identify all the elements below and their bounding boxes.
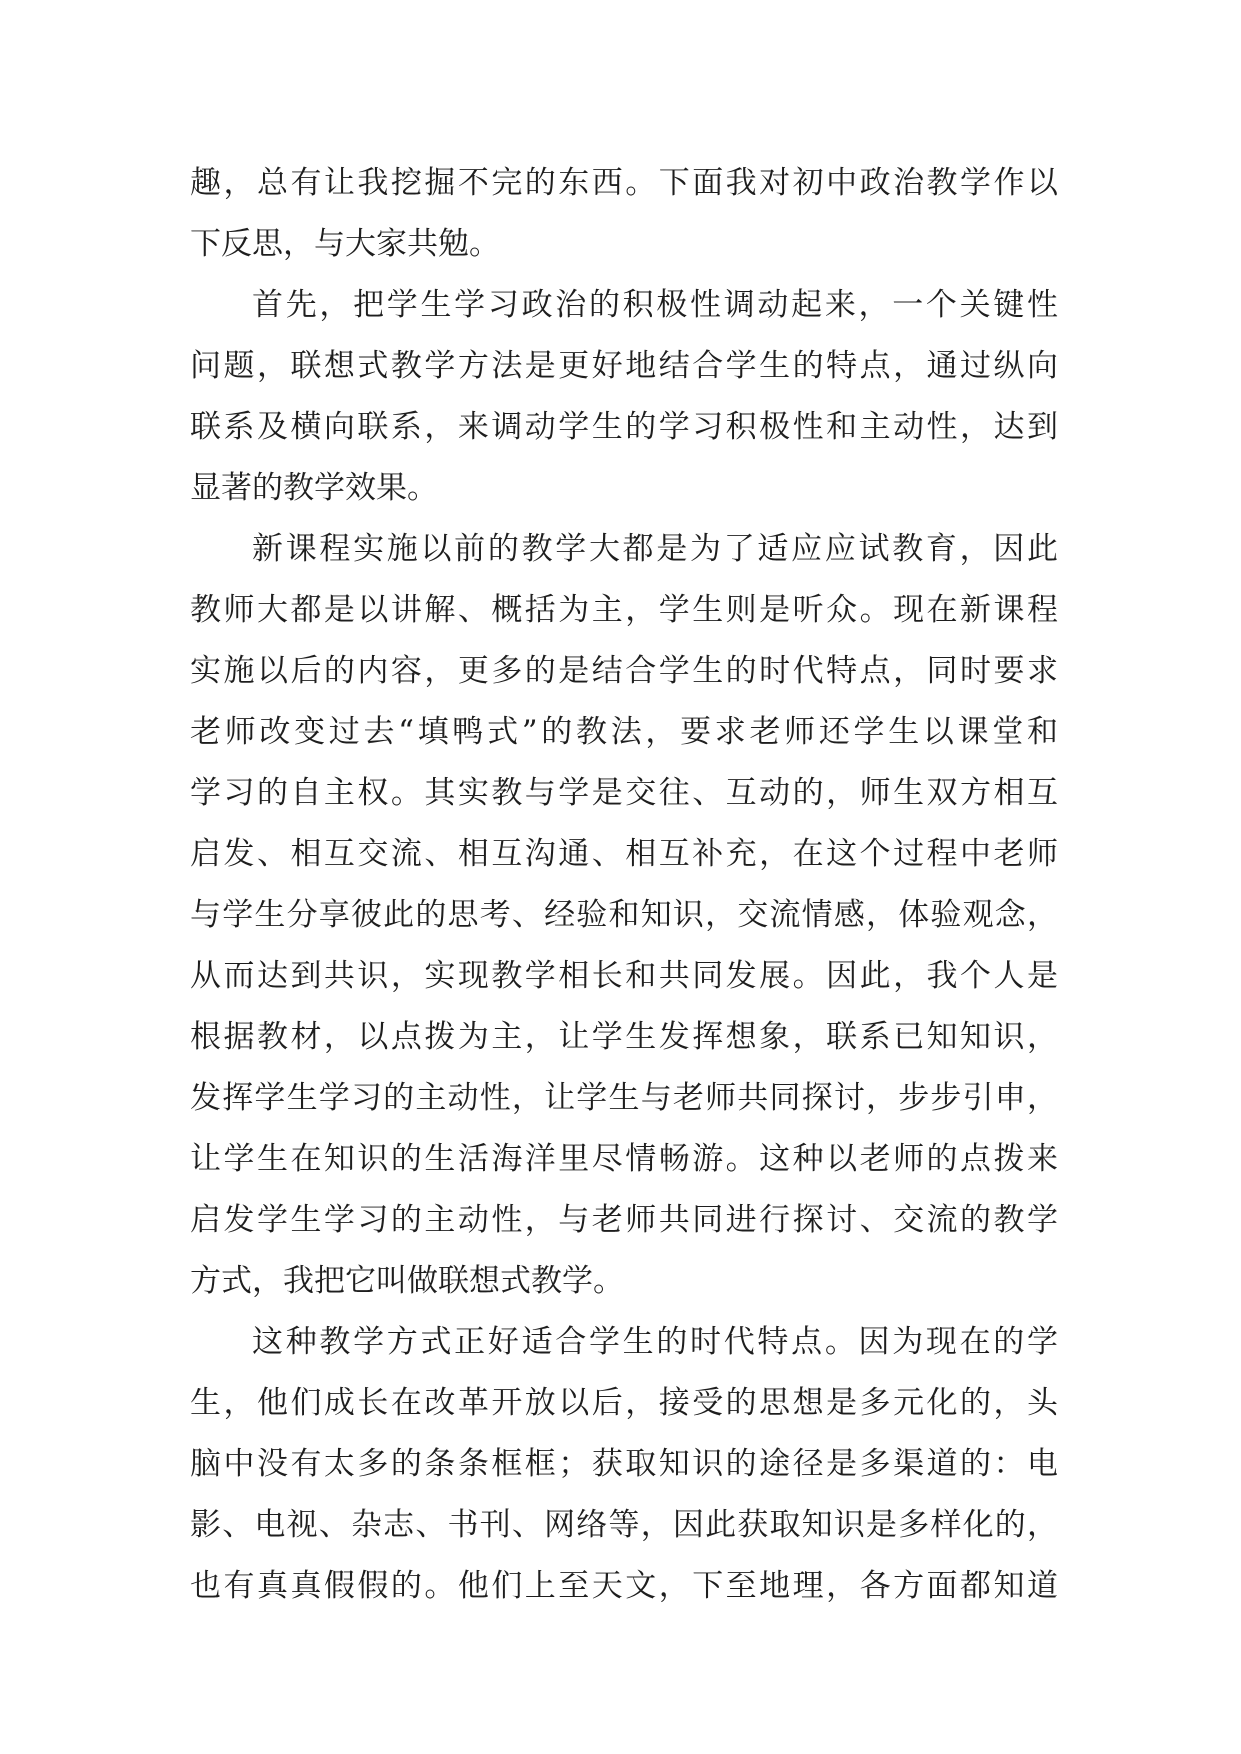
text-line: 教师大都是以讲解、概括为主，学生则是听众。现在新课程 <box>190 592 1058 628</box>
text-line: 启发学生学习的主动性，与老师共同进行探讨、交流的教学 <box>190 1202 1058 1238</box>
text-line: 显著的教学效果。 <box>190 470 438 506</box>
text-line: 首先，把学生学习政治的积极性调动起来，一个关键性 <box>252 287 1058 323</box>
text-line: 下反思，与大家共勉。 <box>190 226 500 262</box>
text-line: 启发、相互交流、相互沟通、相互补充，在这个过程中老师 <box>190 836 1058 872</box>
text-line: 问题，联想式教学方法是更好地结合学生的特点，通过纵向 <box>190 348 1058 384</box>
document-body <box>190 153 1058 1617</box>
text-line: 让学生在知识的生活海洋里尽情畅游。这种以老师的点拨来 <box>190 1141 1058 1177</box>
text-line: 新课程实施以前的教学大都是为了适应应试教育，因此 <box>252 531 1058 567</box>
text-line: 根据教材，以点拨为主，让学生发挥想象，联系已知知识， <box>190 1019 1058 1055</box>
text-line: 方式，我把它叫做联想式教学。 <box>190 1263 624 1299</box>
text-line: 老师改变过去“填鸭式”的教法，要求老师还学生以课堂和 <box>190 714 1058 750</box>
text-line: 从而达到共识，实现教学相长和共同发展。因此，我个人是 <box>190 958 1058 994</box>
text-line: 脑中没有太多的条条框框；获取知识的途径是多渠道的：电 <box>190 1446 1058 1482</box>
text-line: 生，他们成长在改革开放以后，接受的思想是多元化的，头 <box>190 1385 1058 1421</box>
text-line: 实施以后的内容，更多的是结合学生的时代特点，同时要求 <box>190 653 1058 689</box>
text-line: 联系及横向联系，来调动学生的学习积极性和主动性，达到 <box>190 409 1058 445</box>
text-line: 学习的自主权。其实教与学是交往、互动的，师生双方相互 <box>190 775 1058 811</box>
text-line: 也有真真假假的。他们上至天文，下至地理，各方面都知道 <box>190 1568 1058 1604</box>
text-line: 与学生分享彼此的思考、经验和知识，交流情感，体验观念， <box>190 897 1058 933</box>
text-line: 影、电视、杂志、书刊、网络等，因此获取知识是多样化的， <box>190 1507 1058 1543</box>
text-line: 发挥学生学习的主动性，让学生与老师共同探讨，步步引申， <box>190 1080 1058 1116</box>
text-line: 趣，总有让我挖掘不完的东西。下面我对初中政治教学作以 <box>190 165 1058 201</box>
text-line: 这种教学方式正好适合学生的时代特点。因为现在的学 <box>252 1324 1058 1360</box>
